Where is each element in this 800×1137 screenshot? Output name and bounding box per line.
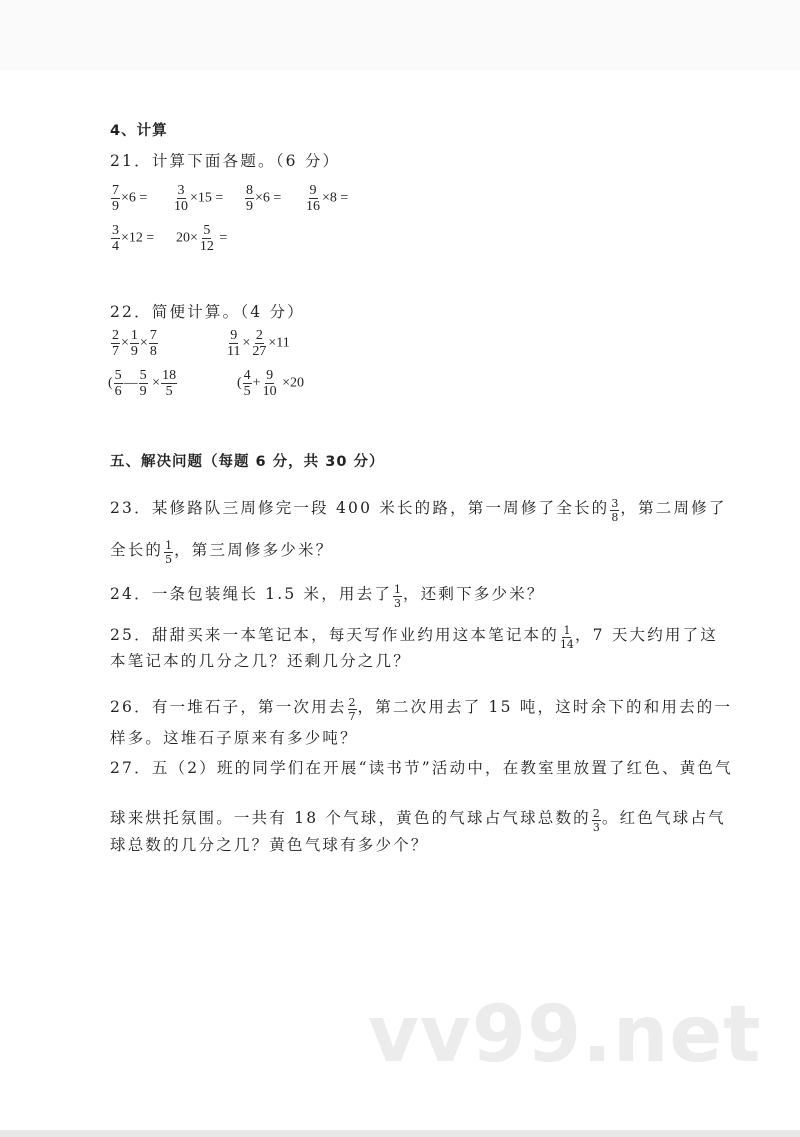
calc-expression: [244, 183, 281, 214]
text-segment: ，还剩下多少米？: [403, 585, 545, 603]
numerator: 8: [246, 183, 253, 198]
text-segment: 本笔记本的几分之几？还剩几分之几？: [110, 652, 411, 670]
text-segment: ×11: [268, 335, 290, 351]
calc-expression: [110, 183, 147, 214]
numerator: 3: [177, 183, 185, 198]
denominator: 8: [611, 511, 619, 524]
text-segment: ×: [139, 335, 148, 351]
fraction: [592, 807, 601, 834]
numerator: 18: [162, 368, 177, 383]
calc-expression: [108, 368, 178, 399]
calc-expression: [110, 223, 154, 254]
text-segment: 25．甜甜买来一本笔记本，每天写作业约用这本笔记本的: [110, 626, 559, 644]
problem-23-line: [110, 497, 727, 524]
text-segment: ×: [148, 375, 161, 391]
problem-23-line: [110, 539, 333, 566]
denominator: 4: [112, 239, 119, 254]
text-segment: ，第三周修多少米？: [174, 541, 334, 559]
problem-24-line: [110, 583, 545, 610]
fraction: [243, 368, 252, 399]
problem-27-line: [110, 807, 726, 834]
fraction: [173, 183, 189, 214]
text-segment: ×: [242, 335, 251, 351]
problem-26-line: [110, 728, 358, 748]
fraction: [251, 328, 267, 359]
denominator: 3: [394, 597, 402, 610]
text-segment: ，第二周修了: [620, 499, 727, 517]
numerator: 3: [611, 497, 619, 510]
numerator: 1: [563, 624, 571, 637]
denominator: 7: [348, 710, 356, 723]
denominator: 3: [592, 821, 600, 834]
calc-expression: [176, 223, 227, 254]
numerator: 5: [139, 368, 147, 383]
calc-expression: [304, 183, 348, 214]
denominator: 27: [252, 344, 267, 359]
fraction: [161, 368, 177, 399]
fraction: [199, 223, 215, 254]
problem-25-line: [110, 624, 718, 651]
numerator: 2: [592, 807, 600, 820]
denominator: 9: [130, 344, 138, 359]
text-segment: ×6 =: [121, 190, 148, 206]
text-segment: 27．五（2）班的同学们在开展“读书节”活动中，在教室里放置了红色、黄色气: [110, 759, 733, 777]
denominator: 7: [112, 344, 119, 359]
text-segment: 样多。这堆石子原来有多少吨？: [110, 729, 358, 747]
fraction: [164, 539, 173, 566]
text-segment: 23．某修路队三周修完一段 400 米长的路，第一周修了全长的: [110, 499, 610, 517]
text-segment: ，7 天大约用了这: [574, 626, 719, 644]
denominator: 10: [262, 384, 277, 399]
section-4-heading: 4、计算: [110, 123, 168, 139]
text-segment: 球总数的几分之几？黄色气球有多少个？: [110, 836, 429, 854]
text-segment: ×15 =: [190, 190, 224, 206]
numerator: 1: [165, 539, 173, 552]
denominator: 5: [243, 384, 251, 399]
calc-expression: [237, 368, 304, 399]
fraction: [111, 328, 120, 359]
denominator: 10: [174, 199, 188, 214]
calc-expression: [225, 328, 290, 359]
denominator: 14: [559, 638, 574, 651]
denominator: 9: [112, 199, 119, 214]
numerator: 7: [149, 328, 157, 343]
denominator: 12: [199, 239, 214, 254]
denominator: 8: [149, 344, 157, 359]
text-segment: 球来烘托氛围。一共有 18 个气球，黄色的气球占气球总数的: [110, 809, 591, 827]
numerator: 3: [112, 223, 119, 238]
text-segment: ×8 =: [322, 190, 349, 206]
denominator: 9: [246, 199, 253, 214]
text-segment: =: [215, 230, 228, 246]
numerator: 1: [394, 583, 402, 596]
denominator: 6: [114, 384, 122, 399]
text-segment: ×: [121, 335, 129, 351]
numerator: 2: [255, 328, 263, 343]
question-21-title: 21．计算下面各题。（6 分）: [110, 152, 341, 170]
denominator: 11: [227, 344, 241, 359]
page-bottom-edge: [0, 1130, 800, 1137]
text-segment: ×12 =: [121, 230, 155, 246]
problem-27-line: [110, 835, 429, 855]
text-segment: (: [237, 375, 242, 391]
fraction: [226, 328, 241, 359]
numerator: 1: [130, 328, 138, 343]
text-segment: ×6 =: [255, 190, 282, 206]
fraction: [130, 328, 139, 359]
numerator: 5: [203, 223, 211, 238]
page-top-margin: [0, 0, 800, 70]
fraction: [393, 583, 402, 610]
numerator: 5: [114, 368, 122, 383]
fraction: [114, 368, 123, 399]
fraction: [111, 183, 120, 214]
denominator: 9: [139, 384, 147, 399]
watermark: vv99.net: [368, 990, 762, 1080]
numerator: 2: [112, 328, 119, 343]
calc-expression: [172, 183, 223, 214]
fraction: [111, 223, 120, 254]
numerator: 2: [348, 696, 356, 709]
text-segment: ×20: [278, 375, 304, 391]
section-5-heading: 五、解决问题（每题 6 分，共 30 分）: [110, 454, 385, 470]
question-22-title: 22．简便计算。（4 分）: [110, 303, 305, 321]
text-segment: 26．有一堆石子，第一次用去: [110, 698, 347, 716]
fraction: [610, 497, 619, 524]
fraction: [139, 368, 148, 399]
text-segment: —: [123, 375, 138, 391]
problem-26-line: [110, 696, 732, 723]
text-segment: 24．一条包装绳长 1.5 米，用去了: [110, 585, 393, 603]
text-segment: 20×: [176, 230, 198, 246]
denominator: 16: [306, 199, 320, 214]
denominator: 5: [165, 384, 173, 399]
text-segment: (: [108, 375, 113, 391]
fraction: [560, 624, 574, 651]
numerator: 9: [230, 328, 238, 343]
fraction: [348, 696, 357, 723]
text-segment: 全长的: [110, 541, 164, 559]
calc-expression: [110, 328, 159, 359]
numerator: 9: [309, 183, 317, 198]
fraction: [149, 328, 158, 359]
fraction: [305, 183, 321, 214]
problem-27-line: [110, 758, 733, 778]
text-segment: +: [252, 375, 261, 391]
text-segment: ，第二次用去了 15 吨，这时余下的和用去的一: [357, 698, 733, 716]
numerator: 7: [112, 183, 119, 198]
problem-25-line: [110, 651, 411, 671]
fraction: [245, 183, 254, 214]
fraction: [262, 368, 278, 399]
numerator: 9: [266, 368, 274, 383]
numerator: 4: [243, 368, 251, 383]
denominator: 5: [165, 553, 173, 566]
text-segment: 。红色气球占气: [601, 809, 726, 827]
